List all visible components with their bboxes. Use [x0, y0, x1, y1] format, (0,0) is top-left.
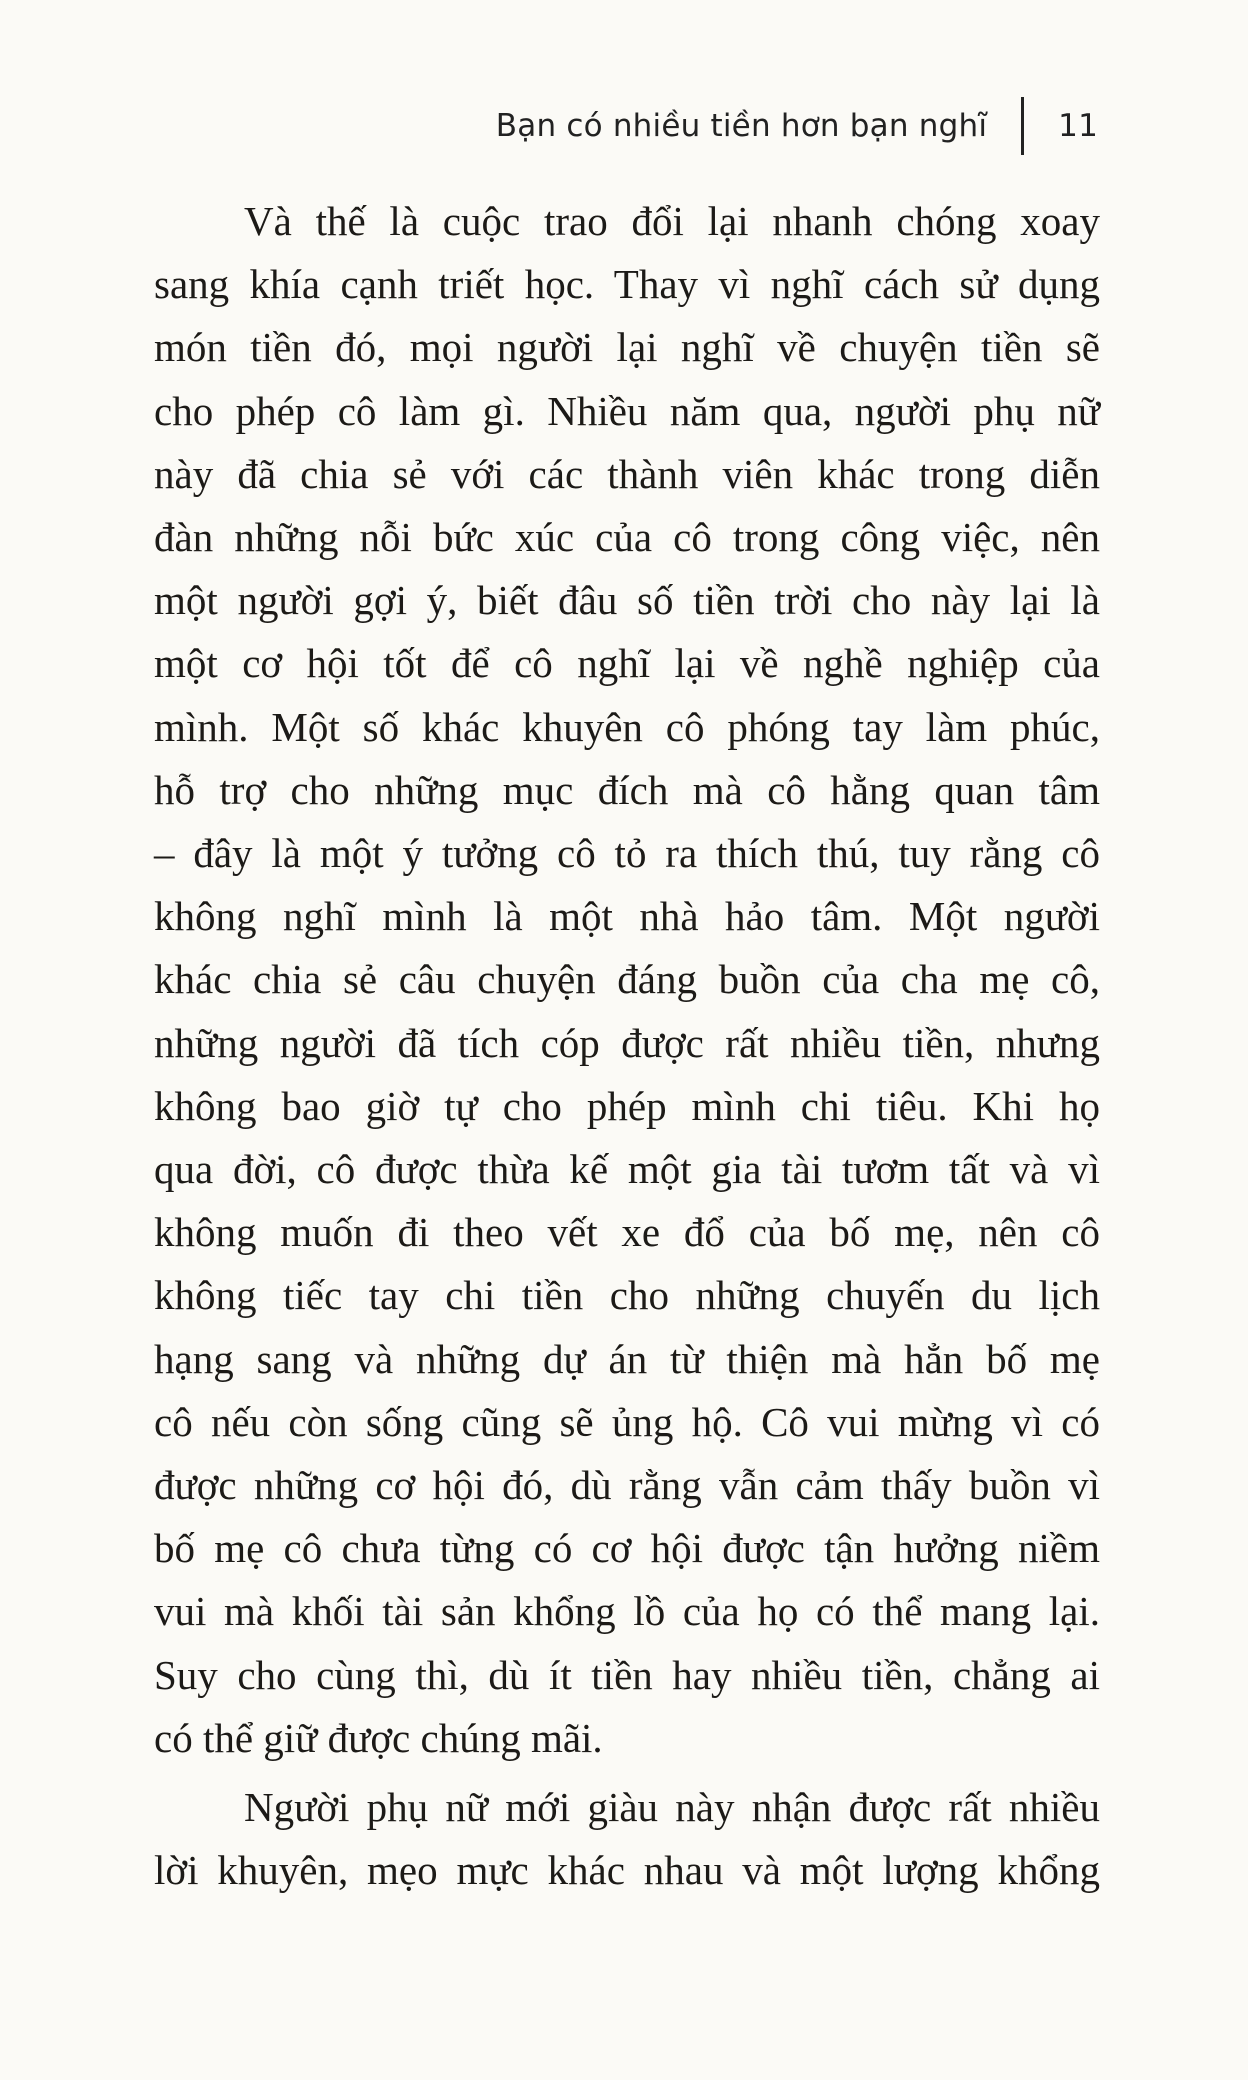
text-line: mình. Một số khác khuyên cô phóng tay làm phúc,: [154, 703, 1100, 750]
body-text: [154, 190, 1100, 1902]
text-line: hạng sang và những dự án từ thiện mà hẳn bố mẹ: [154, 1335, 1100, 1382]
text-line: Và thế là cuộc trao đổi lại nhanh chóng xoay: [244, 198, 1100, 244]
running-title: Bạn có nhiều tiền hơn bạn nghĩ: [495, 108, 988, 144]
text-line: một người gợi ý, biết đâu số tiền trời cho này lại là: [154, 577, 1100, 624]
text-line: bố mẹ cô chưa từng có cơ hội được tận hưởng niềm: [154, 1525, 1100, 1572]
text-line: – đây là một ý tưởng cô tỏ ra thích thú, tuy rằng cô: [154, 830, 1100, 877]
text-line: không bao giờ tự cho phép mình chi tiêu. Khi họ: [154, 1082, 1100, 1129]
running-header: [496, 96, 1098, 156]
text-line: cô nếu còn sống cũng sẽ ủng hộ. Cô vui mừng vì có: [154, 1398, 1100, 1445]
text-line: đàn những nỗi bức xúc của cô trong công việc, nên: [154, 514, 1100, 561]
text-line: một cơ hội tốt để cô nghĩ lại về nghề nghiệp của: [154, 640, 1100, 687]
text-line: qua đời, cô được thừa kế một gia tài tươm tất và vì: [154, 1146, 1100, 1193]
text-line: khác chia sẻ câu chuyện đáng buồn của cha mẹ cô,: [154, 956, 1100, 1003]
text-line: Suy cho cùng thì, dù ít tiền hay nhiều tiền, chẳng ai: [154, 1651, 1100, 1698]
text-line: không nghĩ mình là một nhà hảo tâm. Một người: [154, 893, 1100, 940]
paragraph-1: [154, 190, 1100, 1770]
text-line: những người đã tích cóp được rất nhiều tiền, nhưng: [154, 1019, 1100, 1066]
text-line: không tiếc tay chi tiền cho những chuyến du lịch: [154, 1272, 1100, 1319]
text-line: vui mà khối tài sản khổng lồ của họ có thể mang lại.: [154, 1588, 1100, 1635]
text-line: lời khuyên, mẹo mực khác nhau và một lượng khổng: [154, 1847, 1100, 1894]
text-line: hỗ trợ cho những mục đích mà cô hằng quan tâm: [154, 766, 1100, 813]
header-divider: [1021, 97, 1024, 155]
text-line: cho phép cô làm gì. Nhiều năm qua, người phụ nữ: [154, 387, 1100, 434]
text-line: Người phụ nữ mới giàu này nhận được rất nhiều: [244, 1784, 1100, 1831]
text-line: này đã chia sẻ với các thành viên khác trong diễn: [154, 450, 1100, 497]
page-number: 11: [1058, 108, 1098, 144]
paragraph-2: [154, 1776, 1100, 1902]
text-line: có thể giữ được chúng mãi.: [154, 1714, 603, 1761]
text-line: không muốn đi theo vết xe đổ của bố mẹ, nên cô: [154, 1209, 1100, 1256]
text-line: được những cơ hội đó, dù rằng vẫn cảm thấy buồn vì: [154, 1462, 1100, 1509]
text-line: món tiền đó, mọi người lại nghĩ về chuyện tiền sẽ: [154, 324, 1100, 371]
text-line: sang khía cạnh triết học. Thay vì nghĩ cách sử dụng: [154, 261, 1100, 308]
